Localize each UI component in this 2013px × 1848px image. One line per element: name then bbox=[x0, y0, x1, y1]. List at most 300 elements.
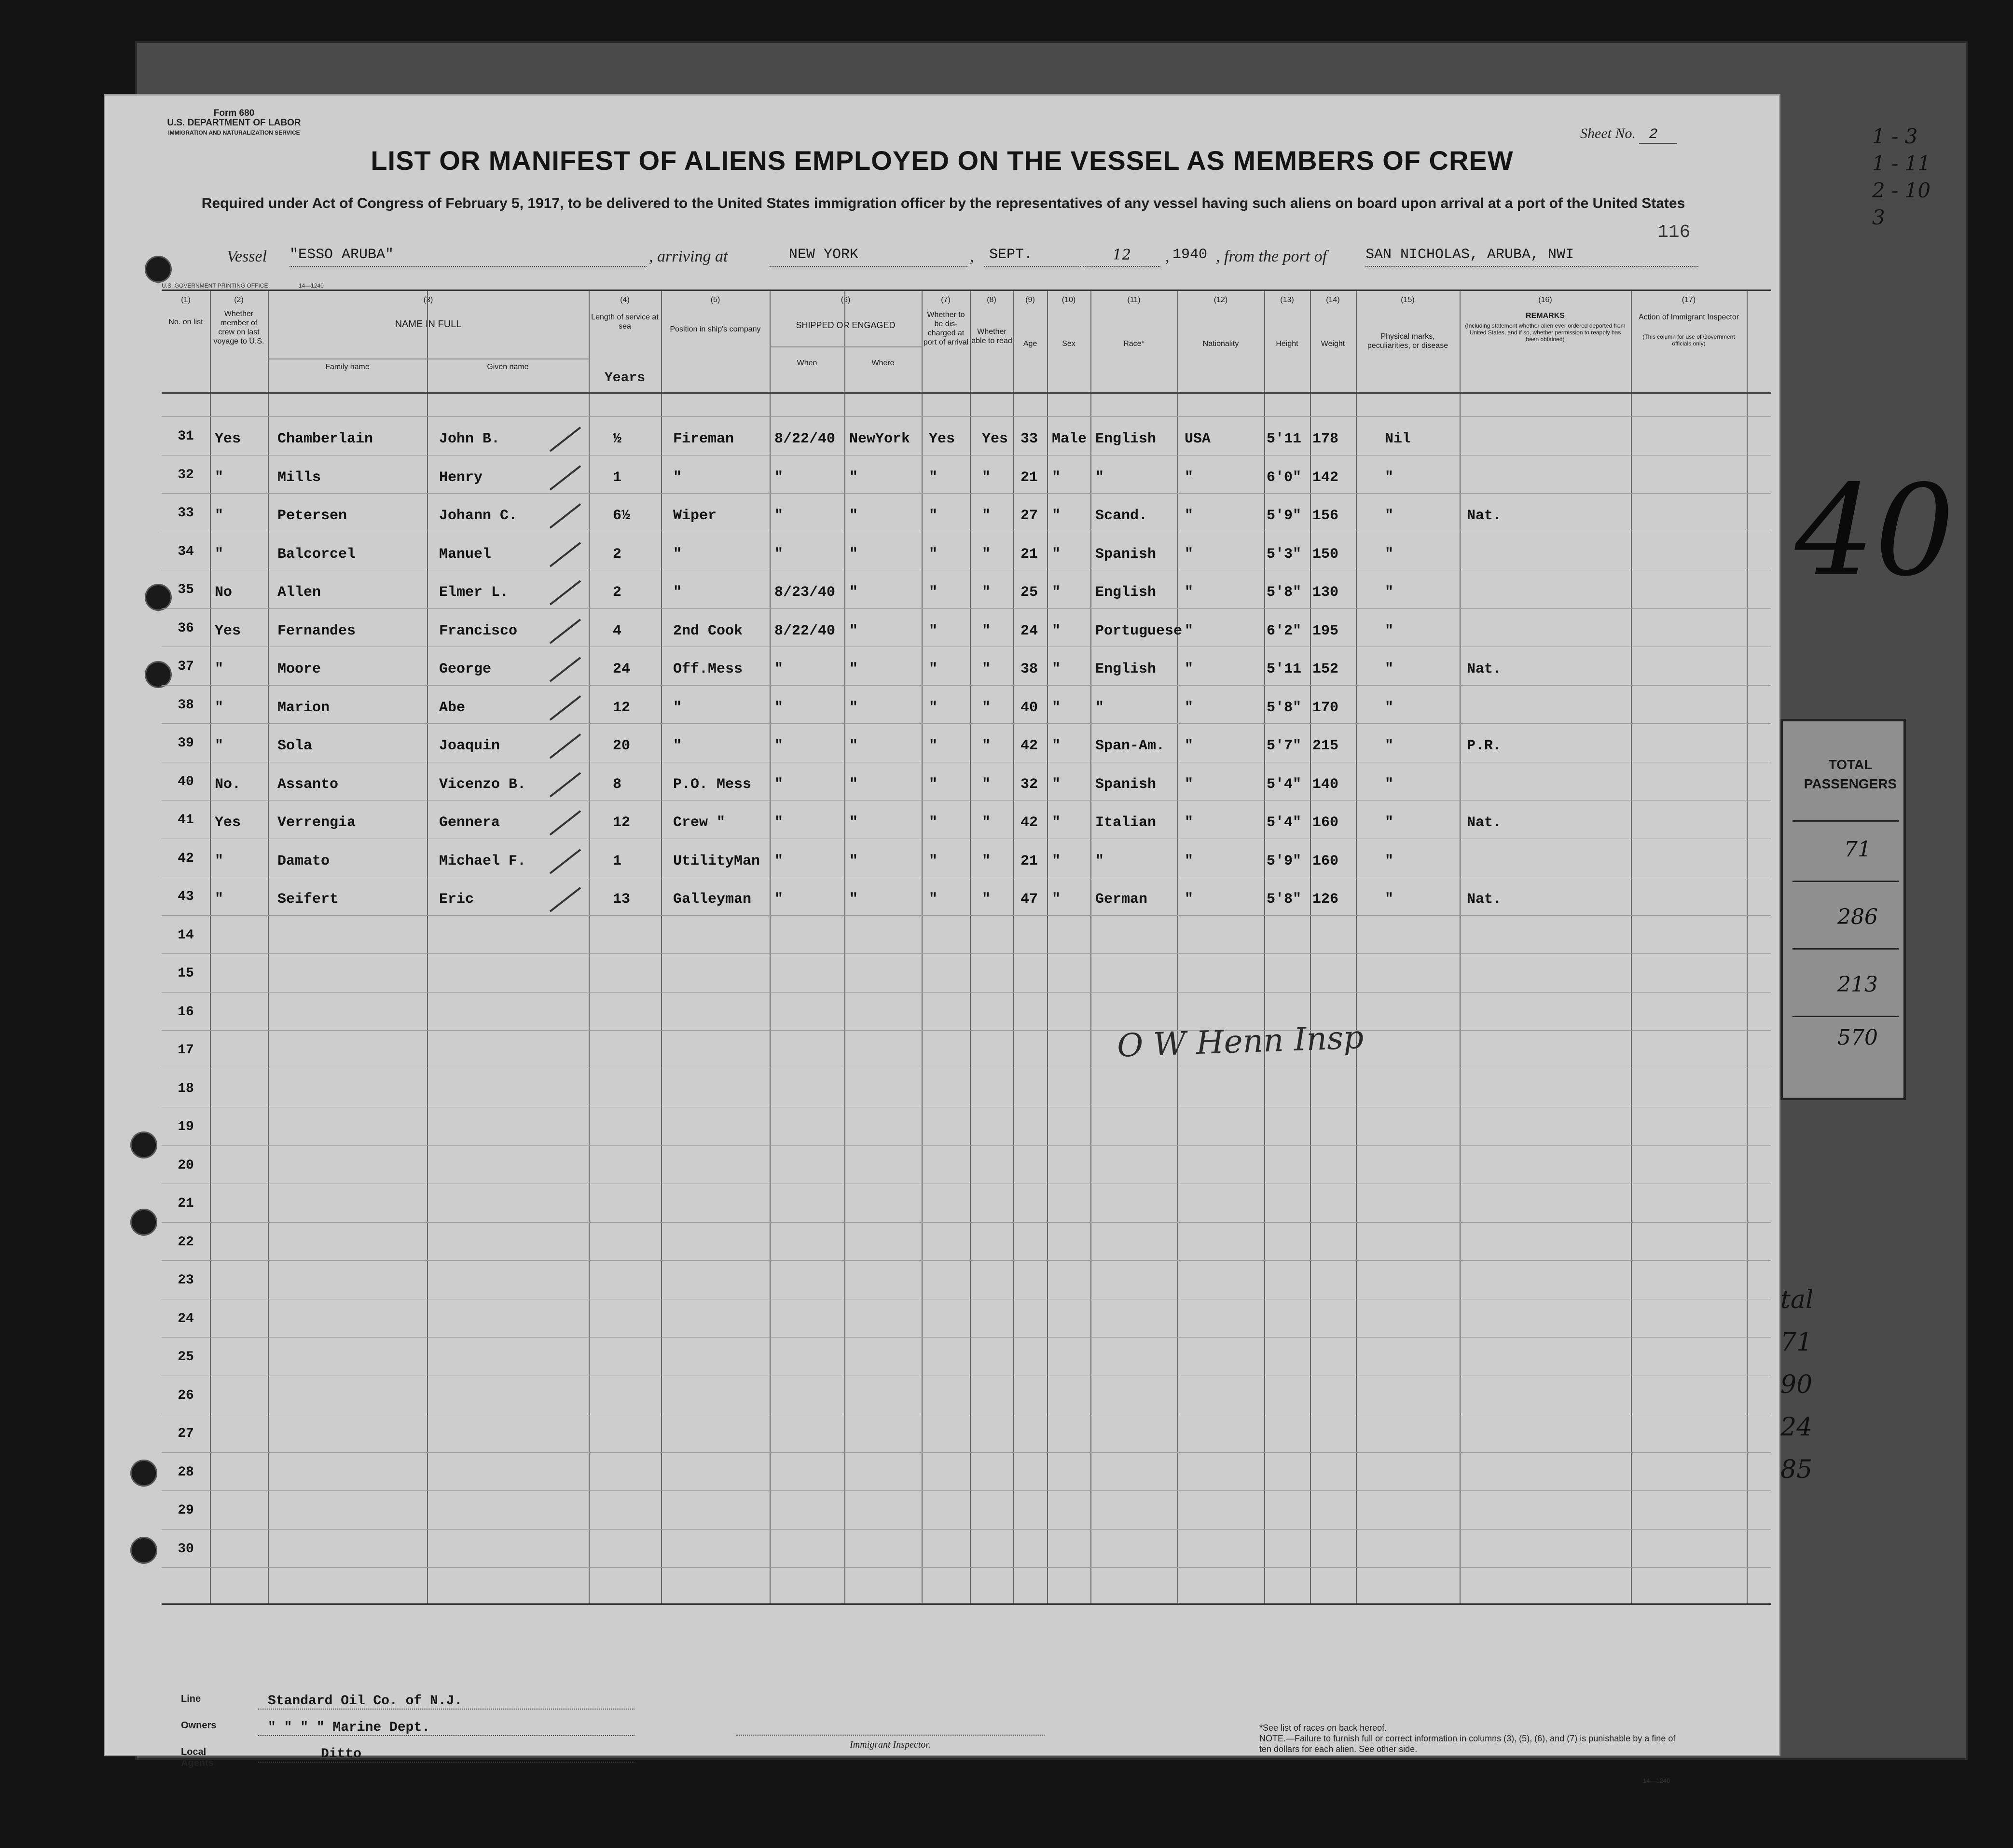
member-prev-cell: " bbox=[215, 469, 224, 486]
row-number: 17 bbox=[178, 1043, 194, 1058]
header-name-in-full: NAME IN FULL bbox=[395, 319, 462, 330]
shipped-when-cell: 8/22/40 bbox=[774, 622, 836, 639]
row-rule bbox=[162, 723, 1771, 724]
given-name-cell: Manuel bbox=[439, 546, 492, 563]
corner-note-line: 2 - 10 bbox=[1872, 179, 1931, 202]
able-read-cell: " bbox=[982, 891, 991, 908]
height-cell: 5'4" bbox=[1267, 776, 1302, 793]
shipped-when-cell: " bbox=[774, 546, 784, 563]
column-rule bbox=[1013, 291, 1014, 1603]
height-cell: 5'3" bbox=[1267, 546, 1302, 563]
given-name-cell: Vicenzo B. bbox=[439, 776, 526, 793]
row-number: 36 bbox=[178, 621, 194, 636]
nationality-cell: " bbox=[1185, 469, 1194, 486]
shipped-when-cell: " bbox=[774, 776, 784, 793]
family-name-cell: Chamberlain bbox=[277, 431, 373, 447]
side-handwritten-totals bbox=[1780, 1279, 1829, 1491]
physical-marks-cell: " bbox=[1385, 814, 1394, 831]
shipped-when-cell: " bbox=[774, 699, 784, 716]
col-number: (7) bbox=[941, 296, 951, 304]
row-number: 29 bbox=[178, 1503, 194, 1518]
member-prev-cell: " bbox=[215, 699, 224, 716]
column-rule bbox=[970, 291, 971, 1603]
shipped-where-cell: " bbox=[849, 546, 858, 563]
col-number: (1) bbox=[181, 296, 191, 304]
margin-handwritten-number: 40 bbox=[1795, 458, 1955, 604]
column-rule bbox=[1177, 291, 1178, 1603]
column-rule bbox=[770, 291, 771, 1603]
weight-cell: 160 bbox=[1312, 814, 1339, 831]
member-prev-cell: Yes bbox=[215, 622, 241, 639]
side-note-line: 71 bbox=[1780, 1328, 1813, 1357]
col-number: (2) bbox=[234, 296, 244, 304]
physical-marks-cell: " bbox=[1385, 469, 1394, 486]
race-cell: Spanish bbox=[1095, 546, 1157, 563]
weight-cell: 140 bbox=[1312, 776, 1339, 793]
family-name-cell: Damato bbox=[277, 853, 330, 869]
punch-hole bbox=[130, 1460, 157, 1487]
col-number: (12) bbox=[1213, 296, 1228, 304]
weight-cell: 156 bbox=[1312, 508, 1339, 524]
row-number: 43 bbox=[178, 889, 194, 904]
sex-cell: " bbox=[1052, 853, 1061, 869]
years-cell: 2 bbox=[613, 584, 622, 601]
row-rule bbox=[162, 1222, 1771, 1223]
given-name-cell: Elmer L. bbox=[439, 584, 509, 601]
race-cell: Spanish bbox=[1095, 776, 1157, 793]
able-read-cell: " bbox=[982, 738, 991, 754]
discharged-cell: " bbox=[929, 508, 938, 524]
physical-marks-cell: Nil bbox=[1385, 431, 1411, 447]
header-race: Race* bbox=[1123, 340, 1144, 348]
punch-hole bbox=[130, 1537, 157, 1564]
family-name-cell: Verrengia bbox=[277, 814, 356, 831]
col-number: (13) bbox=[1280, 296, 1294, 304]
remarks-cell: Nat. bbox=[1467, 661, 1502, 677]
race-cell: Portuguese bbox=[1095, 622, 1183, 639]
nationality-cell: " bbox=[1185, 508, 1194, 524]
row-number: 18 bbox=[178, 1081, 194, 1096]
discharged-cell: " bbox=[929, 853, 938, 869]
stamp-number: 116 bbox=[1657, 222, 1691, 243]
sex-cell: " bbox=[1052, 699, 1061, 716]
nationality-cell: " bbox=[1185, 661, 1194, 677]
able-read-cell: " bbox=[982, 776, 991, 793]
printer-line bbox=[162, 282, 324, 289]
row-number: 14 bbox=[178, 927, 194, 943]
member-prev-cell: " bbox=[215, 661, 224, 677]
penalty-note: NOTE.—Failure to furnish full or correct information in columns (3), (5), (6), and (7) is punishable by a fine of ten dollars for each alien. See other side. bbox=[1259, 1734, 1676, 1754]
member-prev-cell: " bbox=[215, 738, 224, 754]
family-name-cell: Fernandes bbox=[277, 622, 356, 639]
shipped-when-cell: 8/22/40 bbox=[774, 431, 836, 447]
discharged-cell: " bbox=[929, 661, 938, 677]
position-cell: P.O. Mess bbox=[673, 776, 752, 793]
able-read-cell: " bbox=[982, 546, 991, 563]
col-number: (9) bbox=[1025, 296, 1035, 304]
col-number: (17) bbox=[1682, 296, 1696, 304]
shipped-when-cell: " bbox=[774, 891, 784, 908]
arrival-port: NEW YORK bbox=[770, 247, 967, 267]
header-physical: Physical marks, peculiarities, or disease bbox=[1367, 332, 1448, 350]
check-mark bbox=[550, 695, 581, 720]
row-number: 33 bbox=[178, 506, 194, 521]
remarks-cell: Nat. bbox=[1467, 891, 1502, 908]
given-name-cell: John B. bbox=[439, 431, 500, 447]
col-number: (5) bbox=[710, 296, 720, 304]
header-shipped: SHIPPED OR ENGAGED bbox=[796, 320, 896, 330]
shipped-when-cell: 8/23/40 bbox=[774, 584, 836, 601]
header-no-on-list: No. on list bbox=[168, 318, 203, 326]
age-cell: 21 bbox=[1020, 853, 1038, 869]
row-rule bbox=[162, 1030, 1771, 1031]
sheet-number bbox=[1580, 125, 1677, 143]
years-cell: 24 bbox=[613, 661, 631, 677]
position-cell: Wiper bbox=[673, 508, 717, 524]
header-given-name: Given name bbox=[487, 363, 529, 371]
row-number: 40 bbox=[178, 774, 194, 789]
form-number: Form 680 bbox=[213, 108, 255, 118]
weight-cell: 178 bbox=[1312, 431, 1339, 447]
race-cell: " bbox=[1095, 469, 1104, 486]
sex-cell: " bbox=[1052, 738, 1061, 754]
sex-cell: " bbox=[1052, 622, 1061, 639]
race-cell: Span-Am. bbox=[1095, 738, 1165, 754]
row-number: 23 bbox=[178, 1273, 194, 1288]
side-note-line: 24 bbox=[1780, 1413, 1813, 1442]
row-number: 32 bbox=[178, 467, 194, 483]
able-read-cell: " bbox=[982, 508, 991, 524]
weight-cell: 130 bbox=[1312, 584, 1339, 601]
physical-marks-cell: " bbox=[1385, 738, 1394, 754]
row-rule bbox=[162, 685, 1771, 686]
arrival-year: 1940 bbox=[1172, 247, 1208, 263]
years-cell: 1 bbox=[613, 469, 622, 486]
header-member-prev: Whether member of crew on last voyage to U.S. bbox=[213, 310, 264, 345]
shipped-when-cell: " bbox=[774, 508, 784, 524]
arrival-month: SEPT. bbox=[984, 247, 1081, 267]
total-passengers-header: TOTAL PASSENGERS bbox=[1804, 757, 1897, 791]
shipped-where-cell: " bbox=[849, 814, 858, 831]
row-number: 30 bbox=[178, 1541, 194, 1557]
row-rule bbox=[162, 1337, 1771, 1338]
nationality-cell: " bbox=[1185, 622, 1194, 639]
check-mark bbox=[550, 810, 581, 835]
header-action-note: (This column for use of Government officials only) bbox=[1642, 333, 1735, 347]
from-label: , from the port of bbox=[1216, 248, 1327, 265]
years-cell: 2 bbox=[613, 546, 622, 563]
header-bottom-rule bbox=[162, 392, 1771, 394]
column-rule bbox=[1747, 291, 1748, 1603]
punch-hole bbox=[130, 1209, 157, 1236]
printer: U.S. GOVERNMENT PRINTING OFFICE bbox=[162, 282, 268, 289]
printer-code: 14—1240 bbox=[298, 282, 324, 289]
header-position: Position in ship's company bbox=[670, 325, 761, 333]
years-cell: 20 bbox=[613, 738, 631, 754]
years-cell: 13 bbox=[613, 891, 631, 908]
physical-marks-cell: " bbox=[1385, 891, 1394, 908]
nationality-cell: " bbox=[1185, 776, 1194, 793]
owners-value: " " " " Marine Dept. bbox=[258, 1720, 634, 1736]
height-cell: 5'9" bbox=[1267, 508, 1302, 524]
row-rule bbox=[162, 953, 1771, 954]
row-rule bbox=[162, 1260, 1771, 1261]
member-prev-cell: " bbox=[215, 546, 224, 563]
sex-cell: " bbox=[1052, 508, 1061, 524]
age-cell: 42 bbox=[1020, 738, 1038, 754]
discharged-cell: " bbox=[929, 891, 938, 908]
check-mark bbox=[550, 427, 581, 452]
years-cell: 12 bbox=[613, 699, 631, 716]
height-cell: 5'4" bbox=[1267, 814, 1302, 831]
race-cell: " bbox=[1095, 699, 1104, 716]
vessel-line: Vessel "ESSO ARUBA" , arriving at NEW YORK , SEPT. 12 , 1940 , from the port of SAN NICHOLAS, ARUBA, NWI bbox=[179, 248, 1674, 276]
nationality-cell: " bbox=[1185, 814, 1194, 831]
row-number: 19 bbox=[178, 1119, 194, 1134]
col-number: (14) bbox=[1326, 296, 1340, 304]
footer-note bbox=[1259, 1723, 1679, 1754]
inspector-signature-line bbox=[736, 1735, 1045, 1736]
tab-rule bbox=[1792, 881, 1899, 882]
family-name-cell: Allen bbox=[277, 584, 321, 601]
check-mark bbox=[550, 503, 581, 528]
tab-value: 213 bbox=[1837, 972, 1878, 997]
tab-value: 286 bbox=[1837, 905, 1878, 929]
header-length-service: Length of service at sea bbox=[591, 313, 659, 331]
header-where: Where bbox=[871, 359, 895, 367]
row-number: 39 bbox=[178, 736, 194, 751]
tab-rule bbox=[1792, 820, 1899, 822]
shipped-where-cell: NewYork bbox=[849, 431, 910, 447]
row-number: 41 bbox=[178, 813, 194, 827]
row-rule bbox=[162, 493, 1771, 494]
row-number: 42 bbox=[178, 851, 194, 866]
member-prev-cell: " bbox=[215, 853, 224, 869]
sex-cell: " bbox=[1052, 584, 1061, 601]
header-remarks-note: (Including statement whether alien ever ordered deported from United States, and if so, whether permission to reapply has been obtained) bbox=[1465, 322, 1626, 343]
check-mark bbox=[550, 619, 581, 644]
check-mark bbox=[550, 657, 581, 682]
discharged-cell: " bbox=[929, 738, 938, 754]
header-rule bbox=[770, 346, 922, 347]
row-rule bbox=[162, 1145, 1771, 1146]
shipped-where-cell: " bbox=[849, 584, 858, 601]
years-cell: 6½ bbox=[613, 508, 631, 524]
line-value: Standard Oil Co. of N.J. bbox=[258, 1694, 634, 1710]
physical-marks-cell: " bbox=[1385, 776, 1394, 793]
punch-hole bbox=[130, 1131, 157, 1158]
column-rule bbox=[1090, 291, 1091, 1603]
row-number: 27 bbox=[178, 1426, 194, 1441]
tab-rule bbox=[1792, 948, 1899, 950]
side-note-line: tal bbox=[1780, 1285, 1814, 1314]
column-rule bbox=[922, 291, 923, 1603]
agents-label: Local Agents bbox=[181, 1747, 214, 1768]
discharged-cell: Yes bbox=[929, 431, 955, 447]
vessel-name: "ESSO ARUBA" bbox=[290, 247, 647, 267]
remarks-cell: Nat. bbox=[1467, 814, 1502, 831]
physical-marks-cell: " bbox=[1385, 508, 1394, 524]
position-cell: Crew " bbox=[673, 814, 726, 831]
age-cell: 21 bbox=[1020, 546, 1038, 563]
years-cell: 1 bbox=[613, 853, 622, 869]
discharged-cell: " bbox=[929, 546, 938, 563]
shipped-where-cell: " bbox=[849, 776, 858, 793]
corner-note-line: 1 - 11 bbox=[1872, 152, 1931, 175]
sheet-value: 2 bbox=[1639, 126, 1677, 144]
family-name-cell: Assanto bbox=[277, 776, 339, 793]
header-age: Age bbox=[1023, 340, 1037, 348]
given-name-cell: Johann C. bbox=[439, 508, 518, 524]
able-read-cell: " bbox=[982, 584, 991, 601]
column-rule bbox=[268, 291, 269, 1603]
race-cell: English bbox=[1095, 431, 1157, 447]
check-mark bbox=[550, 465, 581, 490]
race-cell: Scand. bbox=[1095, 508, 1148, 524]
inspector-signature: O W Henn Insp bbox=[1116, 1019, 1365, 1064]
age-cell: 40 bbox=[1020, 699, 1038, 716]
shipped-when-cell: " bbox=[774, 469, 784, 486]
position-cell: " bbox=[673, 738, 682, 754]
discharged-cell: " bbox=[929, 814, 938, 831]
page-subtitle: Required under Act of Congress of February 5, 1917, to be delivered to the United States immigration officer by the representatives of any vessel having such aliens on board upon arrival at a port of the United States bbox=[201, 195, 1685, 211]
able-read-cell: " bbox=[982, 699, 991, 716]
discharged-cell: " bbox=[929, 469, 938, 486]
shipped-where-cell: " bbox=[849, 469, 858, 486]
age-cell: 33 bbox=[1020, 431, 1038, 447]
height-cell: 5'8" bbox=[1267, 584, 1302, 601]
header-family-name: Family name bbox=[325, 363, 370, 371]
column-rule bbox=[1310, 291, 1311, 1603]
age-cell: 21 bbox=[1020, 469, 1038, 486]
service: IMMIGRATION AND NATURALIZATION SERVICE bbox=[168, 129, 300, 136]
able-read-cell: Yes bbox=[982, 431, 1008, 447]
shipped-where-cell: " bbox=[849, 699, 858, 716]
total-passengers-tab bbox=[1780, 719, 1906, 1100]
corner-note-line: 3 bbox=[1872, 206, 1885, 229]
position-cell: " bbox=[673, 469, 682, 486]
able-read-cell: " bbox=[982, 661, 991, 677]
physical-marks-cell: " bbox=[1385, 661, 1394, 677]
column-rule bbox=[1047, 291, 1048, 1603]
column-rule bbox=[1356, 291, 1357, 1603]
race-cell: " bbox=[1095, 853, 1104, 869]
col-number: (3) bbox=[423, 296, 433, 304]
corner-handwritten-notes bbox=[1872, 123, 1954, 231]
shipped-where-cell: " bbox=[849, 508, 858, 524]
sex-cell: " bbox=[1052, 661, 1061, 677]
tab-value: 71 bbox=[1844, 837, 1871, 862]
column-rule bbox=[1264, 291, 1265, 1603]
column-rule bbox=[1460, 291, 1461, 1603]
row-number: 15 bbox=[178, 966, 194, 981]
family-name-cell: Sola bbox=[277, 738, 313, 754]
height-cell: 6'0" bbox=[1267, 469, 1302, 486]
header-years: Years bbox=[604, 371, 645, 386]
weight-cell: 152 bbox=[1312, 661, 1339, 677]
position-cell: 2nd Cook bbox=[673, 622, 743, 639]
shipped-when-cell: " bbox=[774, 738, 784, 754]
col-number: (16) bbox=[1538, 296, 1552, 304]
header-sex: Sex bbox=[1062, 340, 1075, 348]
position-cell: " bbox=[673, 546, 682, 563]
crew-table bbox=[162, 290, 1771, 1605]
family-name-cell: Petersen bbox=[277, 508, 347, 524]
column-rule bbox=[661, 291, 662, 1603]
agents-value: Ditto bbox=[258, 1747, 634, 1763]
position-cell: Galleyman bbox=[673, 891, 752, 908]
physical-marks-cell: " bbox=[1385, 584, 1394, 601]
member-prev-cell: " bbox=[215, 508, 224, 524]
sex-cell: " bbox=[1052, 814, 1061, 831]
discharged-cell: " bbox=[929, 699, 938, 716]
row-rule bbox=[162, 992, 1771, 993]
page-title: LIST OR MANIFEST OF ALIENS EMPLOYED ON THE VESSEL AS MEMBERS OF CREW bbox=[371, 145, 1514, 176]
height-cell: 6'2" bbox=[1267, 622, 1302, 639]
position-cell: Off.Mess bbox=[673, 661, 743, 677]
nationality-cell: " bbox=[1185, 699, 1194, 716]
check-mark bbox=[550, 542, 581, 567]
check-mark bbox=[550, 580, 581, 605]
col-number: (4) bbox=[620, 296, 630, 304]
nationality-cell: " bbox=[1185, 584, 1194, 601]
nationality-cell: USA bbox=[1185, 431, 1211, 447]
manifest-sheet bbox=[104, 94, 1780, 1784]
sex-cell: Male bbox=[1052, 431, 1087, 447]
weight-cell: 215 bbox=[1312, 738, 1339, 754]
check-mark bbox=[550, 772, 581, 797]
row-rule bbox=[162, 1490, 1771, 1491]
physical-marks-cell: " bbox=[1385, 699, 1394, 716]
height-cell: 5'11 bbox=[1267, 661, 1302, 677]
discharged-cell: " bbox=[929, 622, 938, 639]
header-remarks: REMARKS bbox=[1526, 312, 1565, 320]
header-discharged: Whether to be dis-charged at port of arrival bbox=[923, 311, 969, 346]
weight-cell: 170 bbox=[1312, 699, 1339, 716]
given-name-cell: Henry bbox=[439, 469, 483, 486]
age-cell: 42 bbox=[1020, 814, 1038, 831]
side-note-line: 85 bbox=[1780, 1455, 1813, 1484]
col-number: (10) bbox=[1062, 296, 1076, 304]
remarks-cell: P.R. bbox=[1467, 738, 1502, 754]
given-name-cell: Abe bbox=[439, 699, 466, 716]
row-rule bbox=[162, 915, 1771, 916]
shipped-where-cell: " bbox=[849, 622, 858, 639]
owners-label: Owners bbox=[181, 1720, 217, 1731]
given-name-cell: Joaquin bbox=[439, 738, 500, 754]
family-name-cell: Seifert bbox=[277, 891, 339, 908]
row-number: 28 bbox=[178, 1464, 194, 1480]
row-rule bbox=[162, 416, 1771, 417]
discharged-cell: " bbox=[929, 584, 938, 601]
header-when: When bbox=[797, 359, 817, 367]
position-cell: " bbox=[673, 699, 682, 716]
column-rule bbox=[210, 291, 211, 1603]
corner-note-line: 1 - 3 bbox=[1872, 124, 1918, 148]
family-name-cell: Marion bbox=[277, 699, 330, 716]
weight-cell: 142 bbox=[1312, 469, 1339, 486]
header-height: Height bbox=[1276, 340, 1298, 348]
header-weight: Weight bbox=[1321, 340, 1345, 348]
age-cell: 27 bbox=[1020, 508, 1038, 524]
row-number: 26 bbox=[178, 1388, 194, 1403]
able-read-cell: " bbox=[982, 814, 991, 831]
check-mark bbox=[550, 849, 581, 874]
col-number: (11) bbox=[1127, 296, 1141, 304]
physical-marks-cell: " bbox=[1385, 853, 1394, 869]
arriving-label: , arriving at bbox=[649, 248, 728, 265]
discharged-cell: " bbox=[929, 776, 938, 793]
